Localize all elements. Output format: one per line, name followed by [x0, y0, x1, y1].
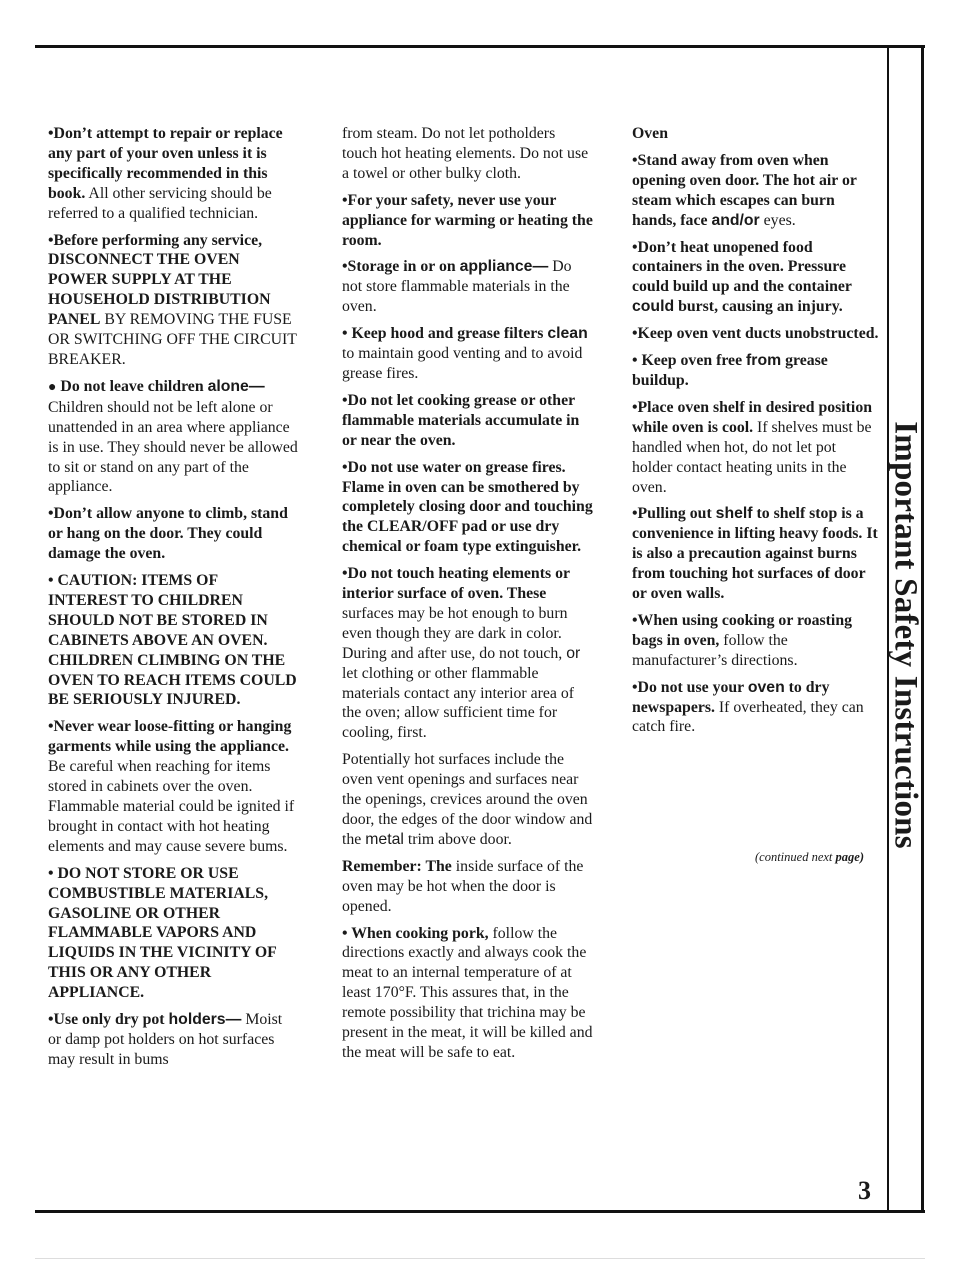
instruction-stand-away: •Stand away from oven when opening oven door. The hot air or steam which escapes can burn hands, face and/or eyes. [632, 151, 857, 229]
instruction-vent: •Keep oven vent ducts unobstructed. [632, 325, 879, 343]
instruction-roasting-bags: •When using cooking or roasting bags in oven, follow the manufacturer’s directions. [632, 611, 853, 669]
instruction-steam: from steam. Do not let potholders touch hot heating elements. Do not use a towel or other bulky cloth. [342, 125, 589, 182]
instruction-pot-holders: •Use only dry pot holders— Moist or damp pot holders on hot surfaces may result in bums [48, 1011, 283, 1068]
instruction-warming: •For your safety, never use your appliance for warming or heating the room. [342, 191, 593, 249]
instruction-grease: •Do not let cooking grease or other flammable materials accumulate in or near the oven. [342, 391, 580, 449]
instruction-storage: •Storage in or on appliance— Do not store flammable materials in the oven. [342, 258, 572, 316]
instruction-disconnect: •Before performing any service, DISCONNECT THE OVEN POWER SUPPLY AT THE HOUSEHOLD DISTRIBUTION PANEL BY REMOVING THE FUSE OR SWITCHING OFF THE CIRCUIT BREAKER. [48, 231, 297, 368]
footer-rule [35, 1258, 925, 1259]
page-number: 3 [858, 1176, 871, 1205]
instruction-caution: • CAUTION: ITEMS OF INTEREST TO CHILDREN SHOULD NOT BE STORED IN CABINETS ABOVE AN OVEN. CHILDREN CLIMBING ON THE OVEN TO REACH ITEMS COULD BE SERIOUSLY INJURED. [48, 572, 297, 709]
instruction-combustible: • DO NOT STORE OR USE COMBUSTIBLE MATERIALS, GASOLINE OR OTHER FLAMMABLE VAPORS AND LIQUIDS IN THE VICINITY OF THIS OR ANY OTHER APPLIANCE. [48, 864, 277, 1002]
continued-note: (continued next page) [755, 850, 864, 864]
instruction-remember: Remember: The inside surface of the oven may be hot when the door is opened. [342, 857, 584, 915]
bottom-rule [35, 1210, 925, 1213]
instruction-newspapers: •Do not use your oven to dry newspapers. If overheated, they can catch fire. [632, 678, 864, 736]
instruction-climb: •Don’t allow anyone to climb, stand or hang on the door. They could damage the oven. [48, 505, 288, 563]
instruction-repair: •Don’t attempt to repair or replace any part of your oven unless it is specifically recommended in this book. All other servicing should be referred to a qualified technician. [48, 125, 283, 222]
instruction-grease-buildup: • Keep oven free from grease buildup. [632, 352, 828, 389]
instruction-hot-surfaces: Potentially hot surfaces include the oven vent openings and surfaces near the openings, crevices around the oven door, the edges of the door window and the metal trim above door. [342, 751, 593, 848]
instruction-unopened: •Don’t heat unopened food containers in the oven. Pressure could build up and the container could burst, causing an injury. [632, 238, 852, 316]
instruction-hood: • Keep hood and grease filters clean to maintain good venting and to avoid grease fires. [342, 325, 588, 382]
instruction-shelf-position: •Place oven shelf in desired position while oven is cool. If shelves must be handled when hot, do not let pot holder contact heating units in the oven. [632, 398, 873, 496]
instruction-pulling-shelf: •Pulling out shelf to shelf stop is a convenience in lifting heavy foods. It is also a precaution against burns from touching hot surfaces of door or oven walls. [632, 505, 878, 603]
instruction-children: ● Do not leave children alone— Children should not be left alone or unattended in an area where appliance is in use. They should never be allowed to sit or stand on any part of the appliance. [48, 377, 298, 496]
instruction-water: •Do not use water on grease fires. Flame in oven can be smothered by completely closing door and touching the CLEAR/OFF pad or use dry chemical or foam type extinguisher. [342, 458, 593, 556]
section-heading-oven: Oven [632, 125, 668, 142]
instruction-heating-elements: •Do not touch heating elements or interior surface of oven. These surfaces may be hot enough to burn even though they are dark in color. During and after use, do not touch, or let clothing or other flammable materials contact any interior area of the oven; allow sufficient time for cooling, first. [342, 565, 581, 742]
side-section-title: Important Safety Instructions [887, 421, 924, 849]
top-rule [35, 45, 925, 48]
instruction-pork: • When cooking pork, follow the directions exactly and always cook the meat to an internal temperature of at least 170°F. This assures that, in the remote possibility that trichina may be present in the meat, it will be killed and the meat will be safe to eat. [342, 924, 593, 1061]
column-3 [632, 124, 880, 744]
column-1 [48, 124, 298, 1077]
instruction-garments: •Never wear loose-fitting or hanging garments while using the appliance. Be careful when reaching for items stored in cabinets over the oven. Flammable material could be ignited if brought in contact with hot heating elements and may cause severe bums. [48, 718, 295, 855]
column-2 [342, 124, 594, 1070]
